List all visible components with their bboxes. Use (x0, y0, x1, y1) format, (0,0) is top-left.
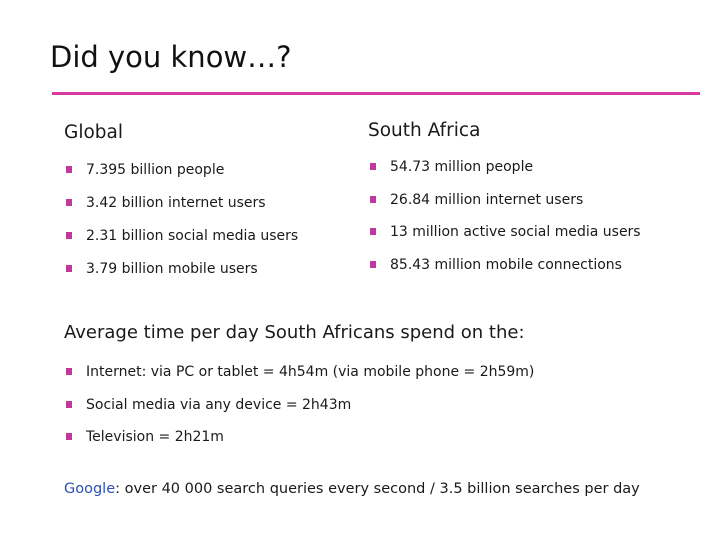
list-item-text: Television = 2h21m (86, 429, 224, 445)
slide-title: Did you know…? (50, 40, 292, 74)
list-item-text: 3.42 billion internet users (86, 195, 266, 211)
list-item (64, 195, 354, 228)
bullet-square-icon (370, 196, 376, 203)
list-item-text: Social media via any device = 2h43m (86, 396, 352, 413)
list-item (64, 162, 354, 195)
list-item (368, 224, 698, 257)
list-item-text: 7.395 billion people (86, 162, 225, 178)
global-heading: Global (64, 122, 124, 143)
list-item-text: 13 million active social media users (390, 224, 641, 240)
bullet-square-icon (370, 163, 376, 170)
list-item-text: 3.79 billion mobile users (86, 261, 258, 277)
list-item (368, 192, 698, 225)
list-item-text: 26.84 million internet users (390, 191, 584, 208)
bullet-square-icon (66, 166, 72, 173)
global-column (64, 120, 354, 294)
list-item-text: 2.31 billion social media users (86, 228, 299, 244)
south-africa-column (368, 120, 698, 289)
list-item (368, 257, 698, 290)
bullet-square-icon (370, 228, 376, 235)
average-time-list (64, 364, 534, 462)
google-link[interactable]: Google (64, 481, 116, 497)
average-time-heading: Average time per day South Africans spend on the: (64, 322, 525, 343)
south-africa-list (368, 159, 698, 289)
list-item (64, 228, 354, 261)
list-item-text: Internet: via PC or tablet = 4h54m (via mobile phone = 2h59m) (86, 364, 535, 380)
google-fact-line (64, 481, 640, 497)
list-item (64, 364, 534, 397)
list-item-text: 85.43 million mobile connections (390, 256, 622, 273)
bullet-square-icon (66, 232, 72, 239)
list-item (64, 261, 354, 294)
global-list (64, 162, 354, 294)
bullet-square-icon (66, 368, 72, 375)
list-item-text: 54.73 million people (390, 159, 534, 175)
bullet-square-icon (370, 261, 376, 268)
list-item (64, 429, 534, 462)
list-item (64, 397, 534, 430)
google-fact-text: : over 40 000 search queries every second / 3.5 billion searches per day (115, 481, 640, 497)
bullet-square-icon (66, 401, 72, 408)
bullet-square-icon (66, 265, 72, 272)
list-item (368, 159, 698, 192)
bullet-square-icon (66, 199, 72, 206)
bullet-square-icon (66, 433, 72, 440)
south-africa-heading: South Africa (368, 120, 481, 141)
title-divider (52, 92, 700, 95)
